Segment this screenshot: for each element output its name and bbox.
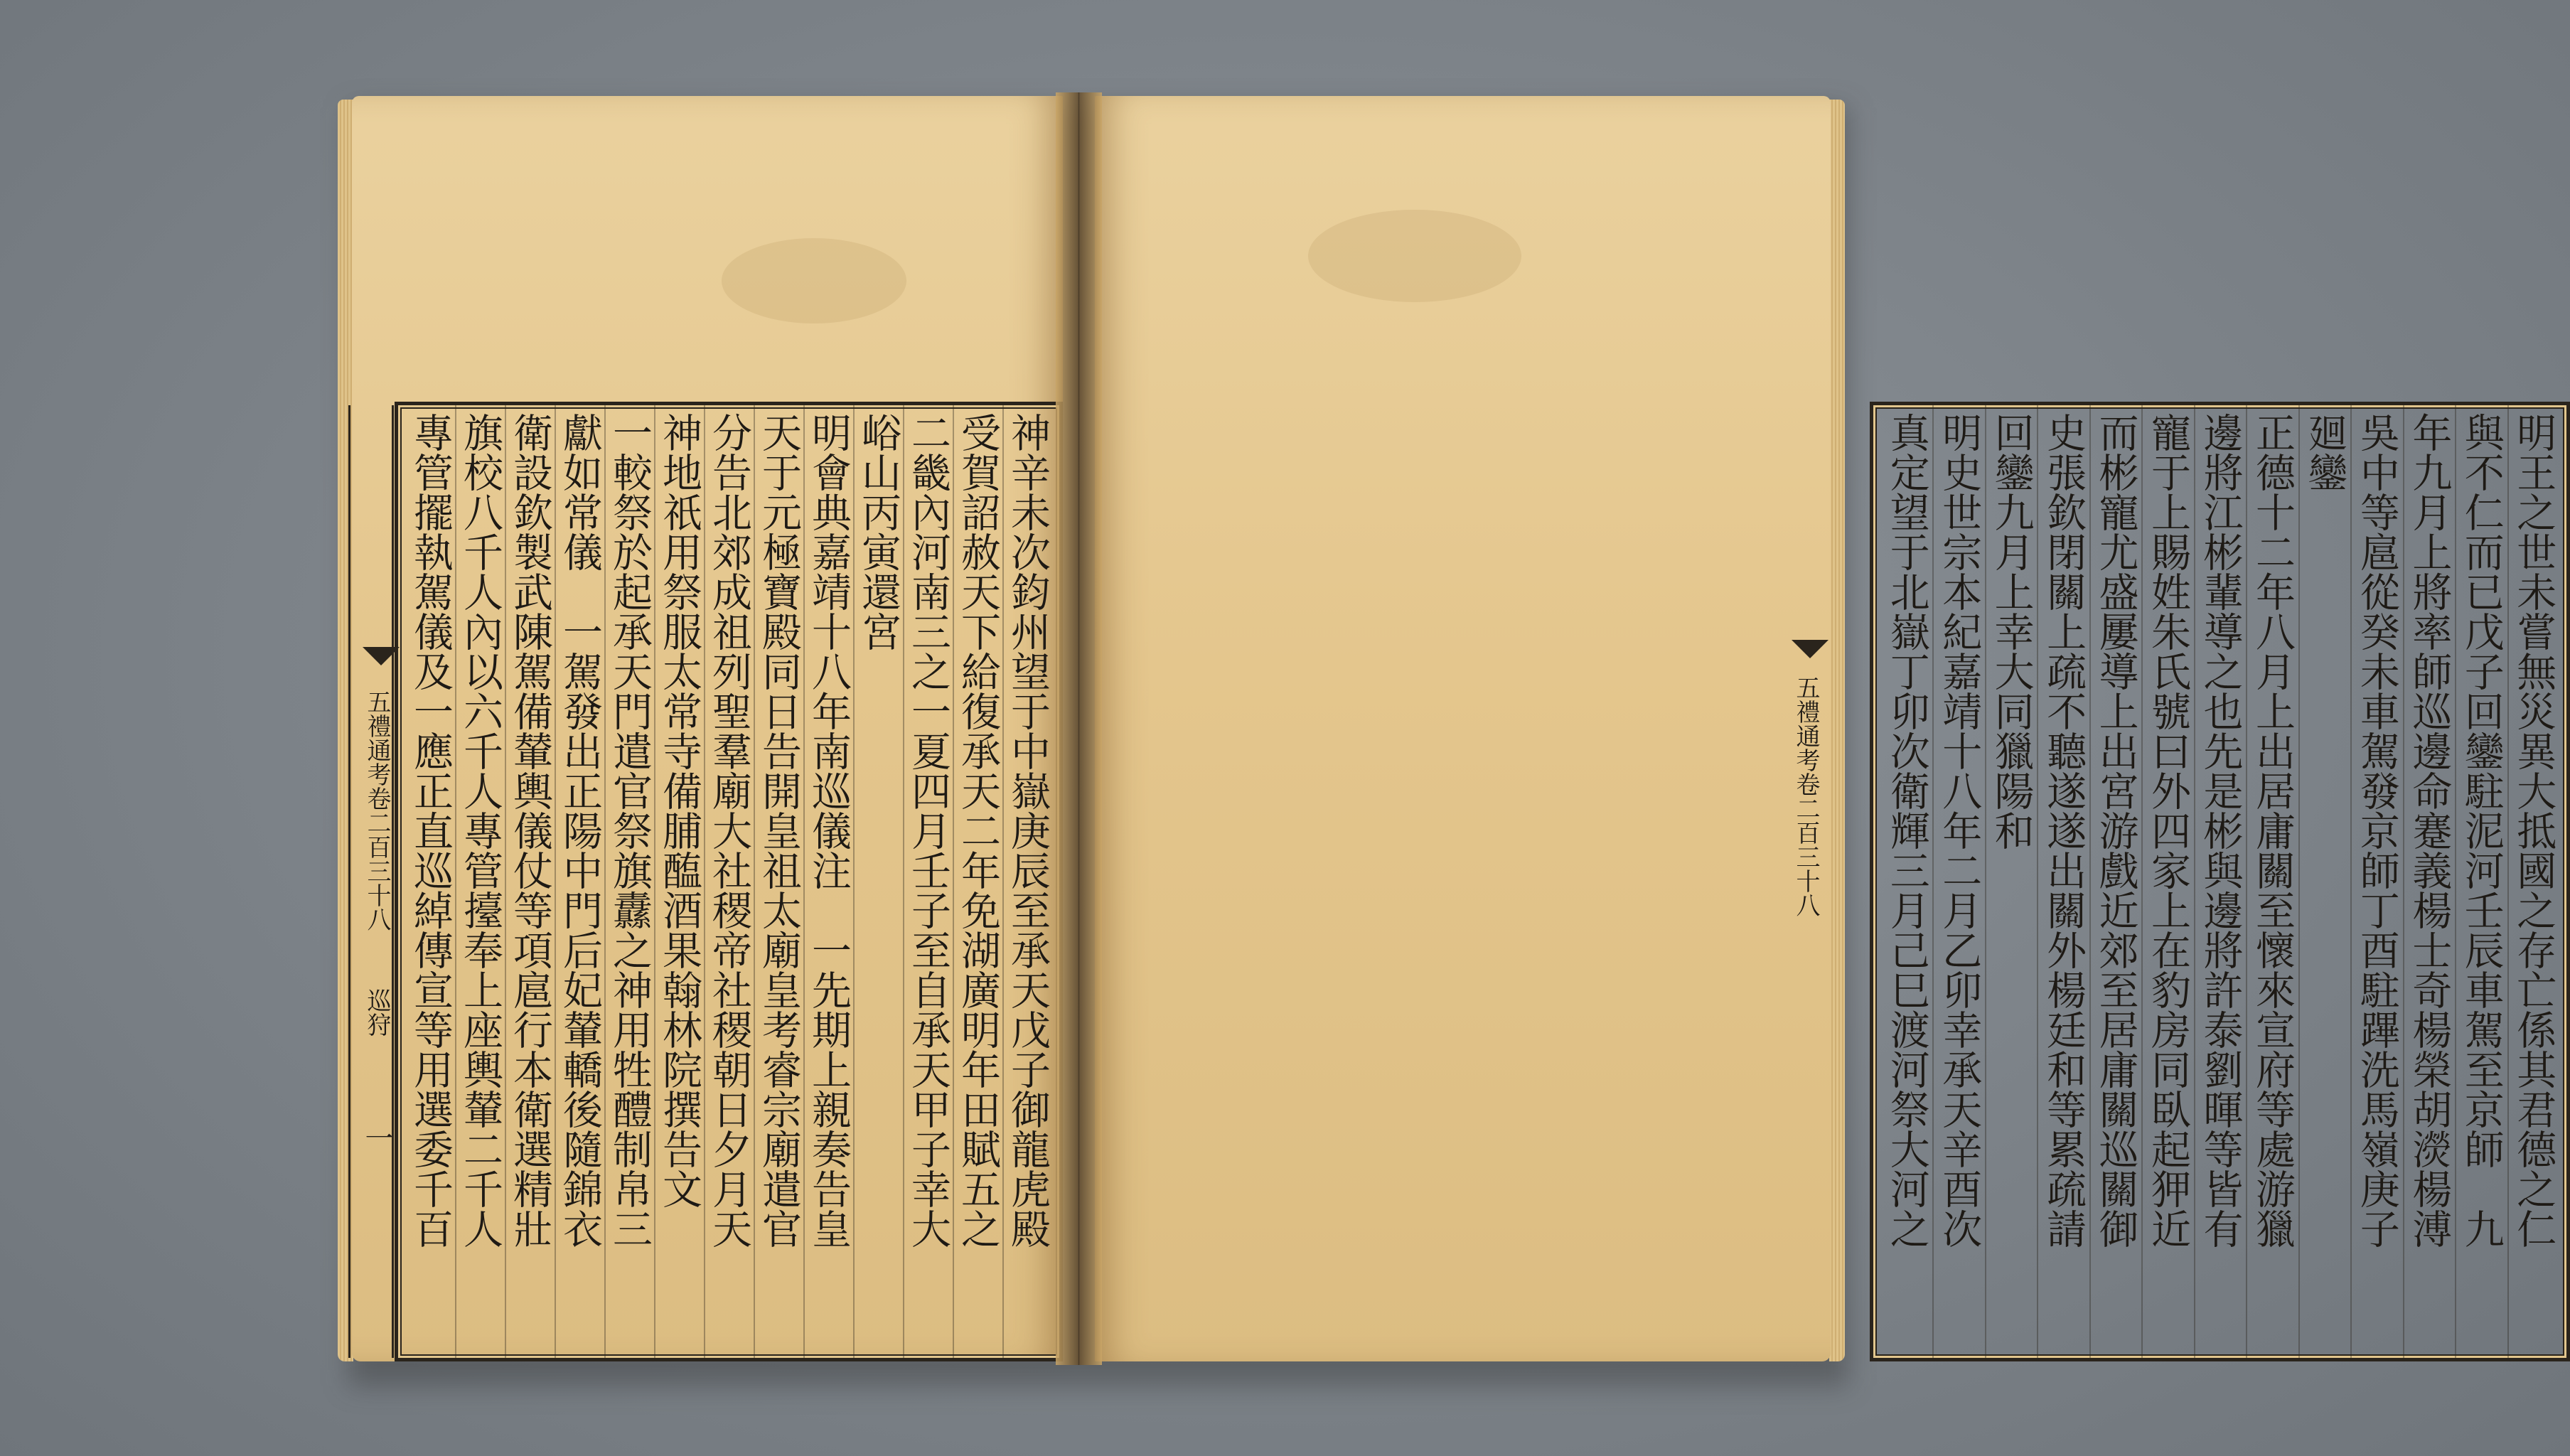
right-column: 明王之世未嘗無災異大抵國之存亡係其君德之仁	[2510, 412, 2557, 1248]
open-book	[334, 78, 2557, 1393]
right-text-frame	[1870, 402, 2570, 1361]
right-column: 明史世宗本紀嘉靖十八年二月乙卯幸承天辛酉次	[1936, 412, 1983, 1248]
right-column: 寵于上賜姓朱氏號曰外四家上在豹房同臥起狎近	[2145, 412, 2192, 1248]
column-rule	[2403, 405, 2404, 1358]
column-rule	[2141, 405, 2143, 1358]
column-rule	[555, 405, 556, 1358]
left-banxin-title: 五禮通考卷二百三十八	[363, 690, 391, 931]
column-rule	[2350, 405, 2352, 1358]
column-rule	[2298, 405, 2300, 1358]
left-column: 受賀詔赦天下給復承天二年免湖廣明年田賦五之	[955, 412, 1001, 1248]
column-rule	[704, 405, 705, 1358]
book-gutter	[1056, 92, 1102, 1365]
right-column: 正德十二年八月上出居庸關至懷來宣府等處游獵	[2249, 412, 2296, 1248]
right-column: 年九月上將率師巡邊命蹇義楊士奇楊榮胡濙楊溥	[2406, 412, 2453, 1248]
left-column: 專管擺執駕儀及一應正直巡綽傳宣等用選委千百	[407, 412, 454, 1248]
left-page	[352, 96, 1063, 1361]
column-rule	[1932, 405, 1934, 1358]
right-column: 真定望于北嶽丁卯次衛輝三月己巳渡河祭大河之	[1883, 412, 1930, 1248]
paper-stain	[722, 238, 906, 323]
right-banxin-title: 五禮通考卷二百三十八	[1792, 675, 1820, 917]
column-rule	[505, 405, 506, 1358]
column-rule	[2246, 405, 2247, 1358]
left-column: 二畿內河南三之一夏四月壬子至自承天甲子幸大	[905, 412, 951, 1248]
column-rule	[2507, 405, 2509, 1358]
right-column: 史張欽閉關上疏不聽遂遂出關外楊廷和等累疏請	[2040, 412, 2087, 1248]
column-rule	[803, 405, 805, 1358]
right-column: 吳中等扈從癸未車駕發京師丁酉駐蹕洗馬嶺庚子	[2353, 412, 2400, 1248]
column-rule	[903, 405, 904, 1358]
left-column: 神地祇用祭服太常寺備脯醢酒果翰林院撰告文	[656, 412, 702, 1209]
left-column: 峪山丙寅還宮	[855, 412, 901, 651]
left-banxin-section: 巡狩	[363, 988, 391, 1037]
left-column: 旗校八千人內以六千人專管擡奉上座輿輦二千人	[457, 412, 503, 1248]
column-rule	[455, 405, 456, 1358]
column-rule	[754, 405, 755, 1358]
left-column: 神辛未次鈞州望于中嶽庚辰至承天戊子御龍虎殿	[1005, 412, 1051, 1248]
fishtail-mark	[363, 647, 400, 665]
left-column: 衛設欽製武陳駕備輦輿儀仗等項扈行本衛選精壯	[507, 412, 553, 1248]
right-page-edges	[1829, 100, 1845, 1361]
left-text-frame	[395, 402, 1063, 1361]
fishtail-mark	[1792, 640, 1829, 658]
column-rule	[853, 405, 855, 1358]
paper-stain	[1308, 210, 1521, 302]
column-rule	[604, 405, 606, 1358]
column-rule	[1002, 405, 1004, 1358]
right-column: 回鑾九月上幸大同獵陽和	[1988, 412, 2035, 850]
right-column: 邊將江彬輩導之也先是彬與邊將許泰劉暉等皆有	[2197, 412, 2244, 1248]
column-rule	[2455, 405, 2456, 1358]
right-page	[1095, 96, 2557, 1361]
left-column: 分告北郊成祖列聖羣廟大社稷帝社稷朝日夕月天	[706, 412, 752, 1248]
left-banxin-page: 一	[360, 1123, 393, 1152]
right-column: 廻鑾	[2301, 412, 2348, 492]
left-column: 明會典嘉靖十八年南巡儀注 一先期上親奏告皇	[805, 412, 852, 1248]
column-rule	[2194, 405, 2195, 1358]
column-rule	[2089, 405, 2091, 1358]
right-column: 而彬寵尤盛屢導上出宮游戲近郊至居庸關巡關御	[2092, 412, 2139, 1248]
column-rule	[953, 405, 954, 1358]
left-column: 獻如常儀 一駕發出正陽中門后妃輦轎後隨錦衣	[557, 412, 603, 1248]
left-column: 一較祭於起承天門遣官祭旗纛之神用牲醴制帛三	[606, 412, 653, 1248]
left-column: 天于元極寶殿同日告開皇祖太廟皇考睿宗廟遣官	[756, 412, 802, 1248]
column-rule	[654, 405, 655, 1358]
right-column: 與不仁而已戊子回鑾駐泥河壬辰車駕至京師 九	[2458, 412, 2505, 1248]
column-rule	[1985, 405, 1986, 1358]
column-rule	[2037, 405, 2038, 1358]
